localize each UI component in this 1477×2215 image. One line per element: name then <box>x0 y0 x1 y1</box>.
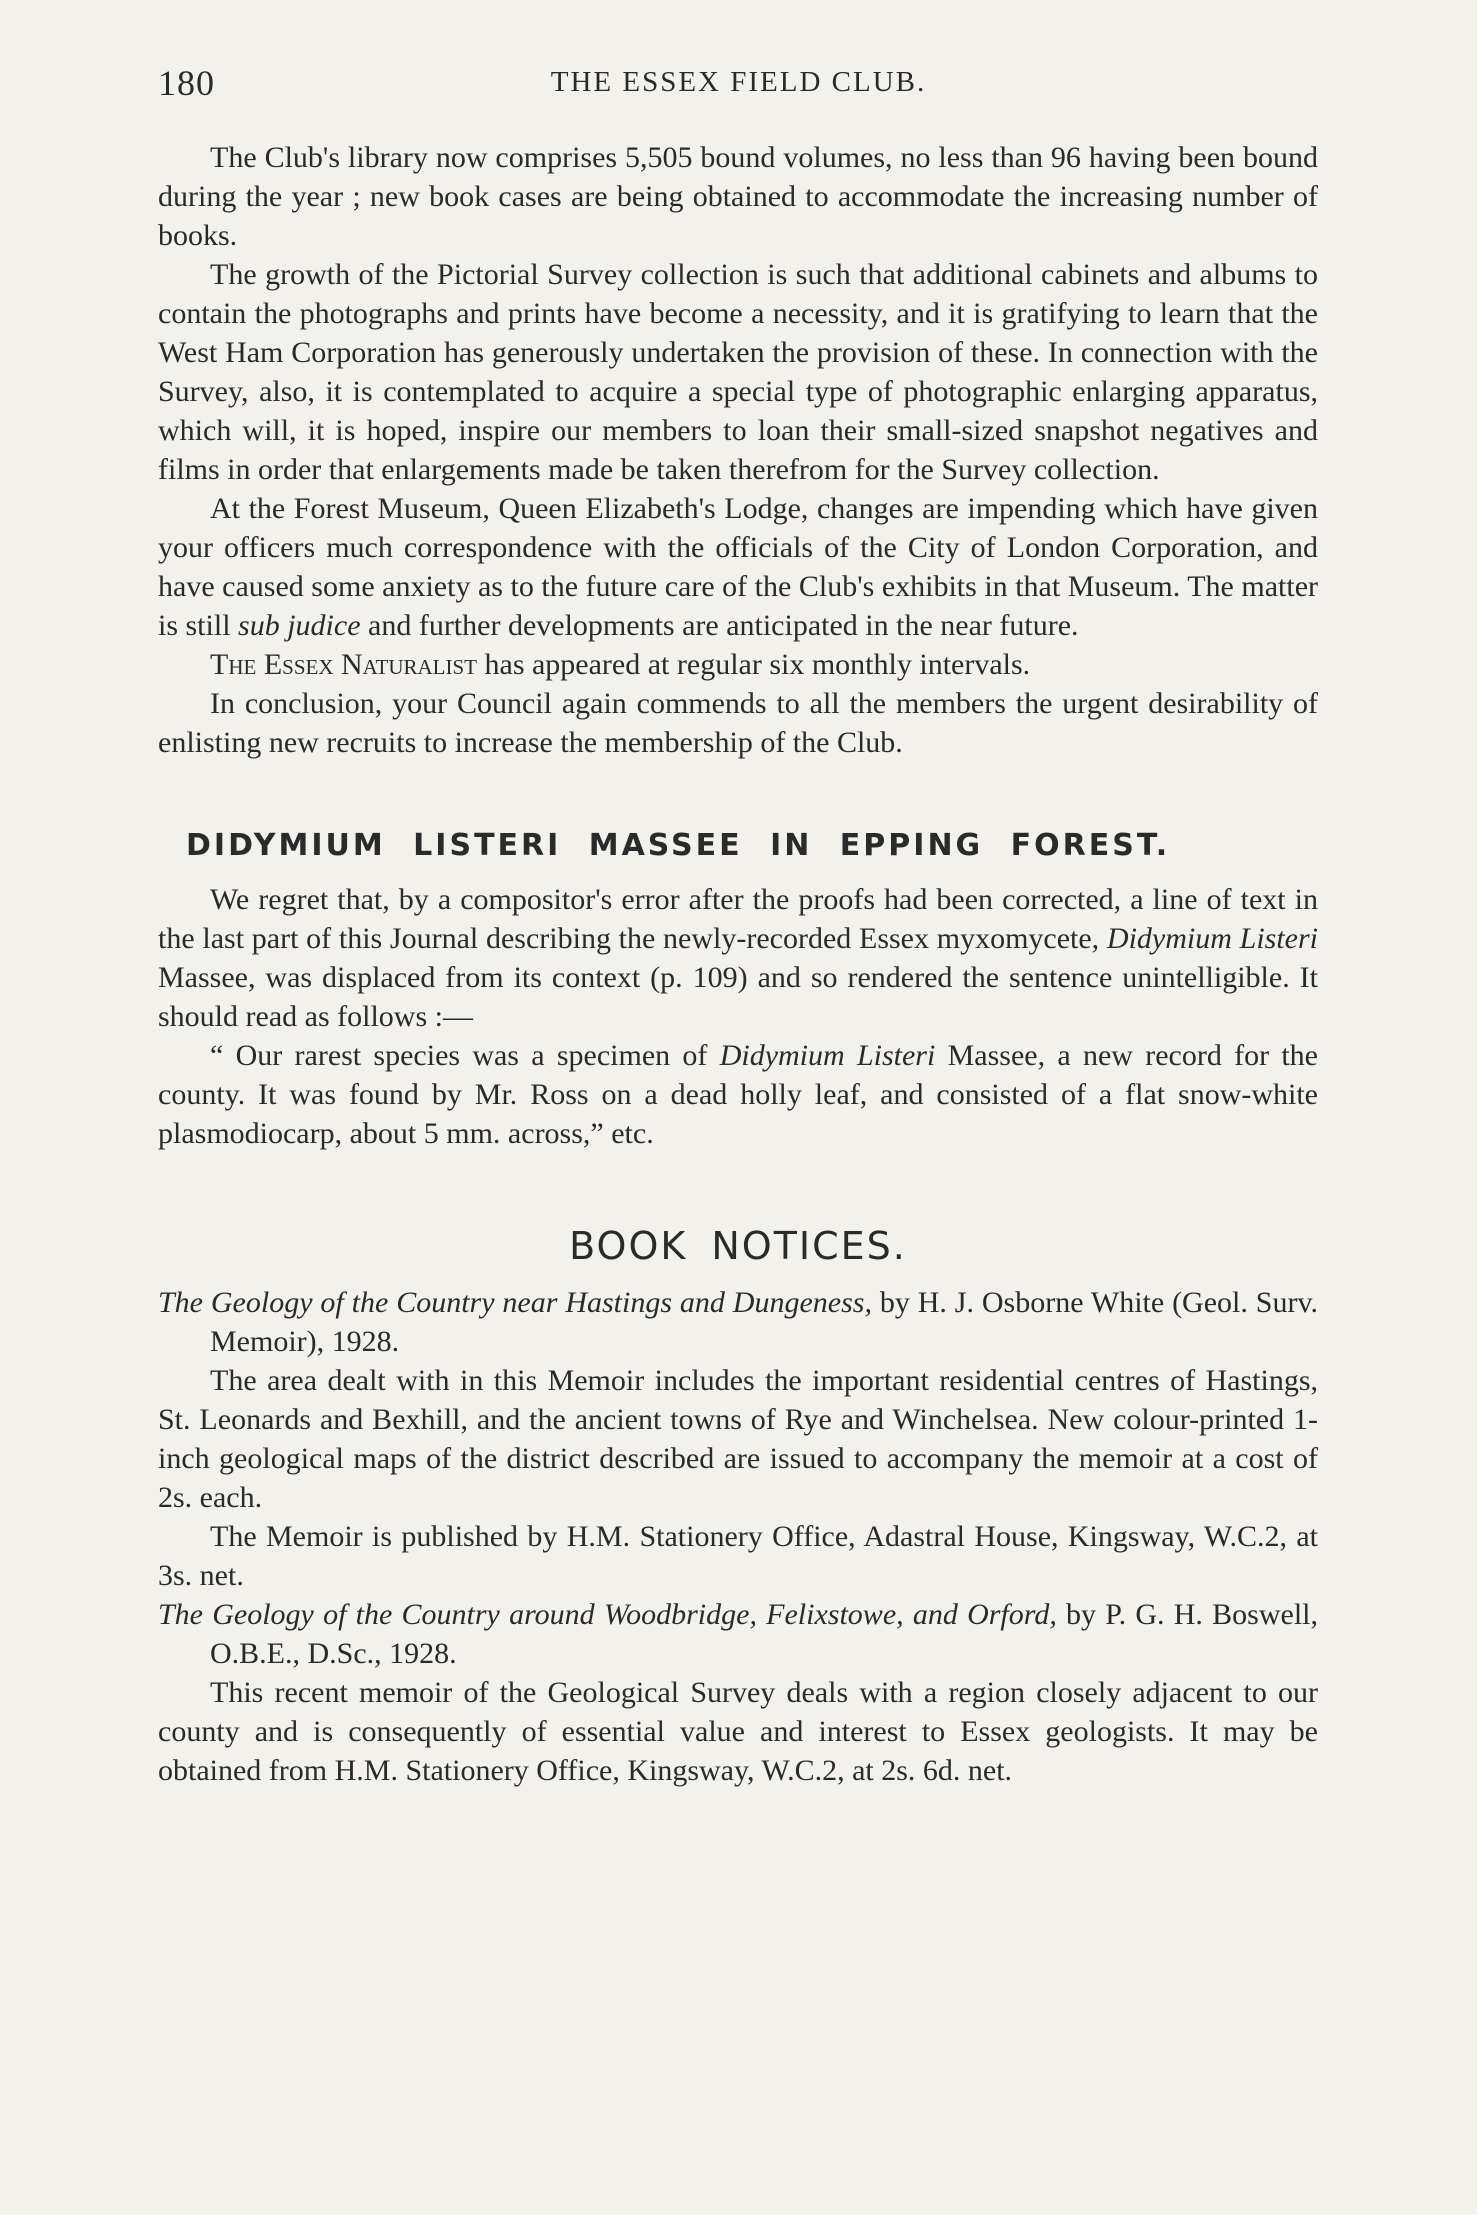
report-paragraph-library: The Club's library now comprises 5,505 bound volumes, no less than 96 having been bound during the year ; new book cases are being obtained to accommodate the increasing number of books. <box>158 141 1318 252</box>
book-title: The Geology of the Country near Hastings and Dungeness, <box>158 1286 872 1319</box>
text-run: has appeared at regular six monthly intervals. <box>477 648 1031 681</box>
text-run: We regret that, by a compositor's error after the proofs had been corrected, a line of text in the last part of this Journal describing the newly-recorded Essex myxomycete, <box>158 883 1318 955</box>
report-paragraph-conclusion: In conclusion, your Council again commends to all the members the urgent desirability of enlisting new recruits to increase the membership of the Club. <box>158 687 1318 759</box>
page-body <box>158 138 1318 1790</box>
book-entry-hastings <box>158 1283 1318 1361</box>
text-run: At the Forest Museum, Queen Elizabeth's Lodge, changes are impending which have given your officers much correspondence with the officials of the City of London Corporation, and have caused some anxiety as to the future care of the Club's exhibits in that Museum. The matter is still <box>158 492 1318 642</box>
report-paragraph-pictorial-survey: The growth of the Pictorial Survey collection is such that additional cabinets and albums to contain the photographs and prints have become a necessity, and it is gratifying to learn that the West Ham Corporation has generously undertaken the provision of these. In connection with the Survey, also, it is contemplated to acquire a special type of photographic enlarging apparatus, which will, it is hoped, inspire our members to loan their small-sized snapshot negatives and films in order that enlargements made be taken therefrom for the Survey collection. <box>158 258 1318 486</box>
text-run: Massee, a new record for the county. It was found by Mr. Ross on a dead holly leaf, and consisted of a flat snow-white plasmodiocarp, about 5 mm. across,” etc. <box>158 1039 1318 1150</box>
text-run: Massee, was displaced from its context (p. 109) and so rendered the sentence unintelligible. It should read as follows :— <box>158 961 1318 1033</box>
report-paragraph-essex-naturalist <box>158 645 1318 684</box>
italic-run: sub judice <box>238 609 361 642</box>
running-head: THE ESSEX FIELD CLUB. <box>550 66 927 98</box>
report-paragraph-forest-museum <box>158 489 1318 645</box>
book-author: by H. J. Osborne White (Geol. Surv. Memoir), 1928. <box>210 1286 1319 1358</box>
journal-title: The Essex Naturalist <box>210 648 477 681</box>
species-name: Didymium Listeri <box>719 1039 936 1072</box>
species-name: Didymium Listeri <box>1106 922 1318 955</box>
didymium-heading: DIDYMIUM LISTERI MASSEE IN EPPING FOREST. <box>186 828 1171 863</box>
book-publisher-hastings: The Memoir is published by H.M. Stationery Office, Adastral House, Kingsway, W.C.2, at 3s. net. <box>158 1520 1318 1592</box>
book-entry-woodbridge <box>158 1595 1318 1673</box>
book-review-woodbridge: This recent memoir of the Geological Survey deals with a region closely adjacent to our county and is consequently of essential value and interest to Essex geologists. It may be obtained from H.M. Stationery Office, Kingsway, W.C.2, at 2s. 6d. net. <box>158 1676 1318 1787</box>
book-author: by P. G. H. Boswell, O.B.E., D.Sc., 1928. <box>210 1598 1318 1670</box>
book-notices-heading: BOOK NOTICES. <box>569 1224 907 1268</box>
book-review-hastings: The area dealt with in this Memoir includes the important residential centres of Hastings, St. Leonards and Bexhill, and the ancient towns of Rye and Winchelsea. New colour-printed 1-inch geological maps of the district described are issued to accompany the memoir at a cost of 2s. each. <box>158 1364 1318 1514</box>
text-run: and further developments are anticipated in the near future. <box>360 609 1079 642</box>
didymium-paragraph-correction <box>158 1036 1318 1153</box>
page-number: 180 <box>158 63 215 103</box>
didymium-paragraph-error <box>158 880 1318 1036</box>
text-run: “ Our rarest species was a specimen of <box>210 1039 720 1072</box>
book-title: The Geology of the Country around Woodbridge, Felixstowe, and Orford, <box>158 1598 1057 1631</box>
page-header <box>0 62 1477 112</box>
